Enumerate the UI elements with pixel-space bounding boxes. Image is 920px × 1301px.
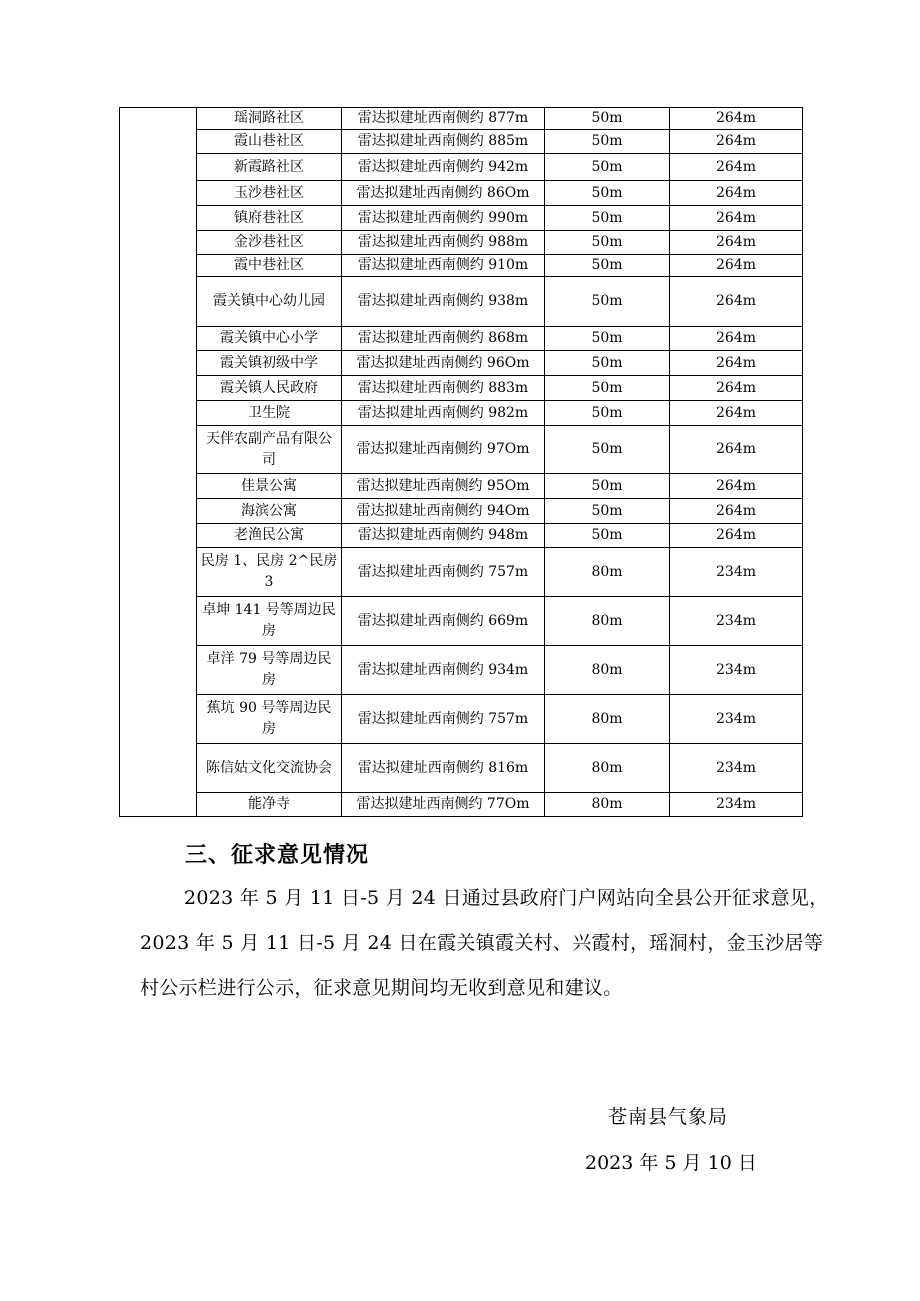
height-a-cell: 50m (545, 376, 670, 401)
height-a-cell: 50m (545, 130, 670, 154)
table-row (120, 255, 803, 277)
table-row (120, 597, 803, 646)
target-name: 玉沙巷社区 (234, 184, 304, 201)
location-cell: 雷达拟建址西南侧约 988m (342, 231, 545, 255)
table-row (120, 695, 803, 744)
target-name: 佳景公寓 (241, 477, 297, 494)
location-cell: 雷达拟建址西南侧约 816m (342, 744, 545, 793)
target-name: 霞关镇人民政府 (220, 379, 318, 396)
table-row (120, 277, 803, 327)
height-a-cell: 50m (545, 108, 670, 130)
table-row (120, 231, 803, 255)
height-a-cell: 80m (545, 744, 670, 793)
consultation-paragraph: 2023 年 5 月 11 日-5 月 24 日通过县政府门户网站向全县公开征求意见，2023 年 5 月 11 日-5 月 24 日在霞关镇霞关村、兴霞村，瑶洞村，金玉沙居等村公示栏进行公示，征求意见期间均无收到意见和建议。 (140, 887, 829, 999)
target-name-cell (197, 401, 342, 426)
height-a-cell: 50m (545, 401, 670, 426)
location-cell: 雷达拟建址西南侧约 77Om (342, 793, 545, 817)
target-name: 霞山巷社区 (234, 133, 304, 149)
height-b-cell: 264m (670, 231, 803, 255)
target-name-cell (197, 181, 342, 206)
table-row (120, 793, 803, 817)
target-name: 蕉坑 90 号等周边民 (206, 700, 332, 716)
target-name-cell (197, 130, 342, 154)
target-name: 能净寺 (248, 796, 290, 812)
target-name: 金沙巷社区 (234, 234, 304, 250)
target-name-cell (197, 154, 342, 181)
height-a-cell: 80m (545, 548, 670, 597)
target-name: 霞关镇初级中学 (220, 354, 318, 371)
height-b-cell: 234m (670, 793, 803, 817)
table-row (120, 646, 803, 695)
height-b-cell: 234m (670, 548, 803, 597)
height-b-cell: 264m (670, 181, 803, 206)
target-name-cell (197, 231, 342, 255)
height-a-cell: 50m (545, 426, 670, 474)
location-cell: 雷达拟建址西南侧约 883m (342, 376, 545, 401)
target-name: 海滨公寓 (241, 502, 297, 519)
signature-date: 2023 年 5 月 10 日 (585, 1152, 757, 1174)
signature-organization: 苍南县气象局 (608, 1106, 729, 1128)
table-row (120, 130, 803, 154)
table-row (120, 744, 803, 793)
height-b-cell: 264m (670, 401, 803, 426)
height-a-cell: 80m (545, 646, 670, 695)
height-a-cell: 50m (545, 255, 670, 277)
height-b-cell: 264m (670, 426, 803, 474)
height-a-cell: 50m (545, 206, 670, 231)
location-cell: 雷达拟建址西南侧约 990m (342, 206, 545, 231)
height-b-cell: 264m (670, 130, 803, 154)
target-name: 霞中巷社区 (234, 257, 304, 273)
height-b-cell: 264m (670, 108, 803, 130)
target-name-cell (197, 255, 342, 277)
location-cell: 雷达拟建址西南侧约 96Om (342, 351, 545, 376)
height-a-cell: 80m (545, 695, 670, 744)
height-b-cell: 264m (670, 351, 803, 376)
height-a-cell: 50m (545, 474, 670, 499)
target-name-cell (197, 597, 342, 646)
height-b-cell: 264m (670, 474, 803, 499)
target-name: 天伴农副产品有限公 (206, 430, 332, 447)
target-name-continued: 房 (262, 623, 276, 639)
location-cell: 雷达拟建址西南侧约 868m (342, 327, 545, 351)
target-name-cell (197, 646, 342, 695)
location-cell: 雷达拟建址西南侧约 877m (342, 108, 545, 130)
target-name-cell (197, 474, 342, 499)
target-name: 霞关镇中心小学 (220, 330, 318, 346)
height-a-cell: 80m (545, 597, 670, 646)
height-a-cell: 50m (545, 499, 670, 524)
target-name-cell (197, 108, 342, 130)
table-row (120, 548, 803, 597)
location-cell: 雷达拟建址西南侧约 97Om (342, 426, 545, 474)
height-b-cell: 234m (670, 597, 803, 646)
height-b-cell: 264m (670, 376, 803, 401)
location-cell: 雷达拟建址西南侧约 938m (342, 277, 545, 327)
height-a-cell: 50m (545, 231, 670, 255)
table-row (120, 351, 803, 376)
height-a-cell: 50m (545, 277, 670, 327)
target-name-continued: 3 (264, 574, 274, 590)
table-row (120, 376, 803, 401)
target-name-cell (197, 499, 342, 524)
height-a-cell: 50m (545, 524, 670, 548)
table-row (120, 108, 803, 130)
height-b-cell: 264m (670, 327, 803, 351)
height-b-cell: 264m (670, 255, 803, 277)
location-cell: 雷达拟建址西南侧约 94Om (342, 499, 545, 524)
table-body (120, 108, 803, 817)
sensitive-targets-table (119, 107, 803, 817)
target-name: 卓洋 79 号等周边民 (206, 651, 332, 667)
height-b-cell: 234m (670, 646, 803, 695)
target-name-continued: 司 (262, 451, 276, 468)
target-name: 民房 1、民房 2^民房 (200, 553, 338, 569)
target-name-cell (197, 695, 342, 744)
location-cell: 雷达拟建址西南侧约 95Om (342, 474, 545, 499)
height-b-cell: 264m (670, 499, 803, 524)
table-row (120, 426, 803, 474)
height-a-cell: 80m (545, 793, 670, 817)
location-cell: 雷达拟建址西南侧约 757m (342, 548, 545, 597)
target-name-continued: 房 (262, 672, 276, 688)
height-b-cell: 234m (670, 744, 803, 793)
target-name-cell (197, 744, 342, 793)
location-cell: 雷达拟建址西南侧约 669m (342, 597, 545, 646)
target-name: 卓坤 141 号等周边民 (202, 602, 336, 618)
target-name-cell (197, 327, 342, 351)
table-row (120, 327, 803, 351)
location-cell: 雷达拟建址西南侧约 885m (342, 130, 545, 154)
target-name: 卫生院 (248, 404, 290, 421)
target-name-cell (197, 206, 342, 231)
target-name-cell (197, 426, 342, 474)
height-b-cell: 234m (670, 695, 803, 744)
category-cell (120, 108, 197, 817)
height-b-cell: 264m (670, 154, 803, 181)
table-row (120, 474, 803, 499)
table-row (120, 524, 803, 548)
target-name: 镇府巷社区 (234, 209, 304, 226)
location-cell: 雷达拟建址西南侧约 86Om (342, 181, 545, 206)
target-name-cell (197, 548, 342, 597)
height-a-cell: 50m (545, 351, 670, 376)
target-name: 陈信姑文化交流协会 (206, 759, 332, 776)
target-name-cell (197, 376, 342, 401)
location-cell: 雷达拟建址西南侧约 757m (342, 695, 545, 744)
height-b-cell: 264m (670, 524, 803, 548)
table-row (120, 401, 803, 426)
target-name-continued: 房 (262, 721, 276, 737)
height-a-cell: 50m (545, 154, 670, 181)
table-row (120, 206, 803, 231)
target-name: 新霞路社区 (234, 158, 304, 175)
table-row (120, 181, 803, 206)
target-name-cell (197, 524, 342, 548)
location-cell: 雷达拟建址西南侧约 934m (342, 646, 545, 695)
target-name-cell (197, 277, 342, 327)
target-name-cell (197, 793, 342, 817)
height-b-cell: 264m (670, 277, 803, 327)
location-cell: 雷达拟建址西南侧约 910m (342, 255, 545, 277)
target-name-cell (197, 351, 342, 376)
location-cell: 雷达拟建址西南侧约 948m (342, 524, 545, 548)
target-name: 霞关镇中心幼儿园 (213, 293, 325, 309)
section-title: 三、征求意见情况 (185, 843, 370, 868)
location-cell: 雷达拟建址西南侧约 982m (342, 401, 545, 426)
target-name: 老渔民公寓 (234, 527, 304, 543)
height-a-cell: 50m (545, 327, 670, 351)
height-b-cell: 264m (670, 206, 803, 231)
target-name: 瑶洞路社区 (234, 110, 304, 126)
table-row (120, 499, 803, 524)
height-a-cell: 50m (545, 181, 670, 206)
location-cell: 雷达拟建址西南侧约 942m (342, 154, 545, 181)
table-row (120, 154, 803, 181)
